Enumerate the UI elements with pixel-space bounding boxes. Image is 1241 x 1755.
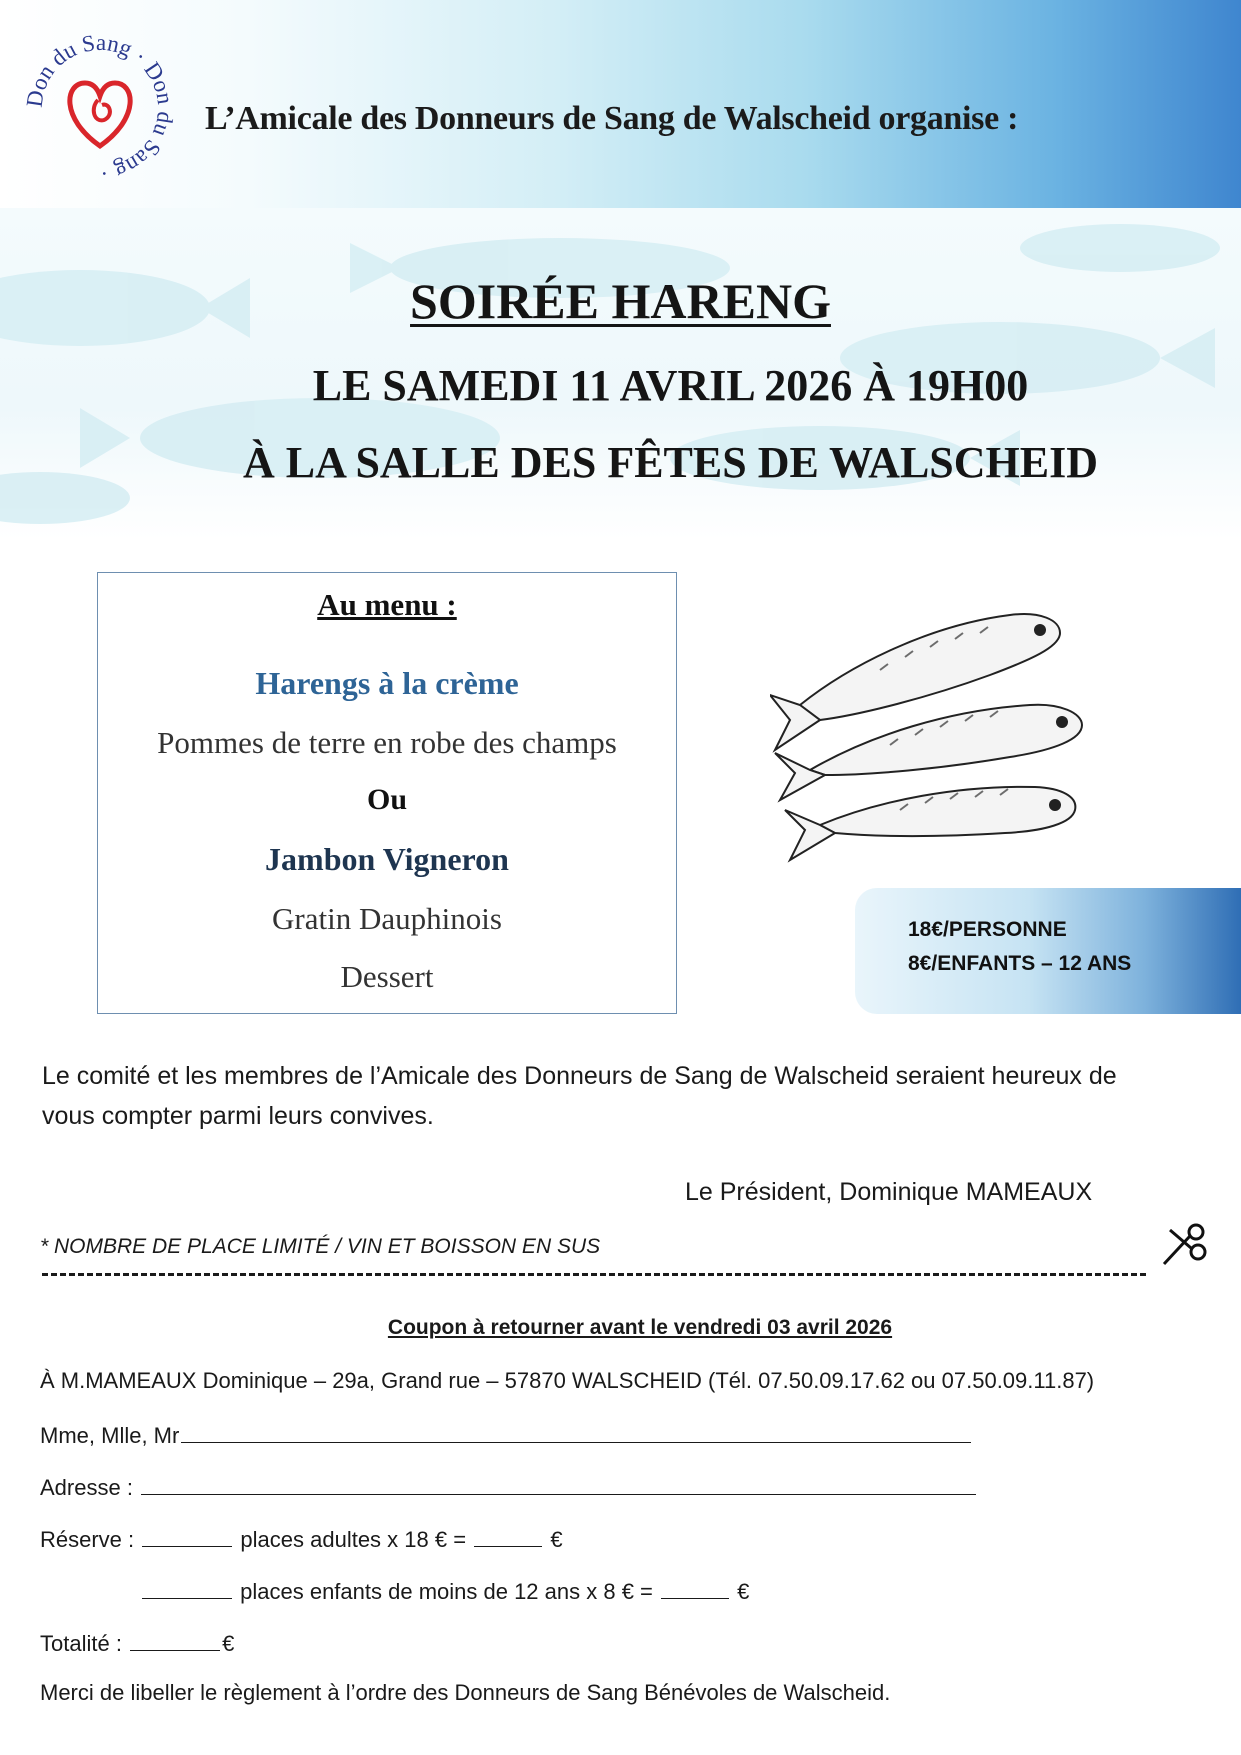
total-field[interactable]	[130, 1628, 220, 1651]
euro-sign: €	[550, 1527, 563, 1552]
header-title: L’Amicale des Donneurs de Sang de Walscheid organise :	[205, 100, 1019, 137]
address-label: Adresse :	[40, 1475, 133, 1500]
address-field[interactable]	[141, 1472, 976, 1495]
payment-instructions: Merci de libeller le règlement à l’ordre des Donneurs de Sang Bénévoles de Walscheid.	[40, 1680, 891, 1705]
child-amount-field[interactable]	[661, 1576, 729, 1599]
menu-box	[97, 572, 677, 1014]
menu-item: Pommes de terre en robe des champs	[157, 725, 617, 760]
price-child: 8€/ENFANTS – 12 ANS	[908, 952, 1132, 975]
name-field[interactable]	[181, 1420, 971, 1443]
coupon-title: Coupon à retourner avant le vendredi 03 avril 2026	[387, 1316, 893, 1339]
euro-sign: €	[222, 1631, 235, 1656]
coupon-reserve-child-row	[140, 1576, 749, 1605]
name-label: Mme, Mlle, Mr	[40, 1423, 180, 1448]
menu-item: Dessert	[340, 959, 434, 994]
event-date: LE SAMEDI 11 AVRIL 2026 À 19H00	[312, 361, 1029, 410]
coupon-address: À M.MAMEAUX Dominique – 29a, Grand rue – 57870 WALSCHEID (Tél. 07.50.09.17.62 ou 07.50.09.11.87)	[40, 1368, 1095, 1393]
svg-text:Don du Sang · Don du Sang ·: Don du Sang · Don du Sang ·	[21, 29, 179, 187]
invitation-paragraph: Le comité et les membres de l’Amicale des Donneurs de Sang de Walscheid seraient heureux de vous compter parmi leurs convives.	[42, 1062, 1117, 1130]
menu-heading: Au menu :	[317, 587, 457, 622]
president-signature: Le Président, Dominique MAMEAUX	[685, 1178, 1093, 1206]
herring-illustration	[770, 575, 1110, 875]
event-place: À LA SALLE DES FÊTES DE WALSCHEID	[242, 438, 1099, 487]
menu-item: Jambon Vigneron	[265, 841, 509, 877]
adult-places-text: places adultes x 18 € =	[240, 1527, 467, 1552]
menu-item: Harengs à la crème	[255, 665, 519, 701]
adult-amount-field[interactable]	[474, 1524, 542, 1547]
coupon-reserve-adult-row	[40, 1524, 563, 1553]
coupon-name-row	[40, 1420, 973, 1449]
limited-places-note: * NOMBRE DE PLACE LIMITÉ / VIN ET BOISSON EN SUS	[40, 1235, 601, 1258]
coupon-total-row	[40, 1628, 234, 1657]
total-label: Totalité :	[40, 1631, 122, 1656]
event-title: SOIRÉE HARENG	[410, 273, 831, 329]
don-du-sang-logo	[20, 28, 180, 188]
scissors-icon	[1160, 1222, 1210, 1272]
cut-line	[42, 1273, 1146, 1276]
coupon-address-row	[40, 1472, 978, 1501]
menu-item: Gratin Dauphinois	[272, 901, 502, 936]
price-box	[855, 888, 1241, 1014]
child-places-field[interactable]	[142, 1576, 232, 1599]
menu-item: Ou	[366, 783, 408, 816]
price-adult: 18€/PERSONNE	[908, 918, 1067, 941]
reserve-label: Réserve :	[40, 1527, 135, 1552]
adult-places-field[interactable]	[142, 1524, 232, 1547]
child-places-text: places enfants de moins de 12 ans x 8 € =	[240, 1579, 653, 1604]
euro-sign: €	[737, 1579, 750, 1604]
